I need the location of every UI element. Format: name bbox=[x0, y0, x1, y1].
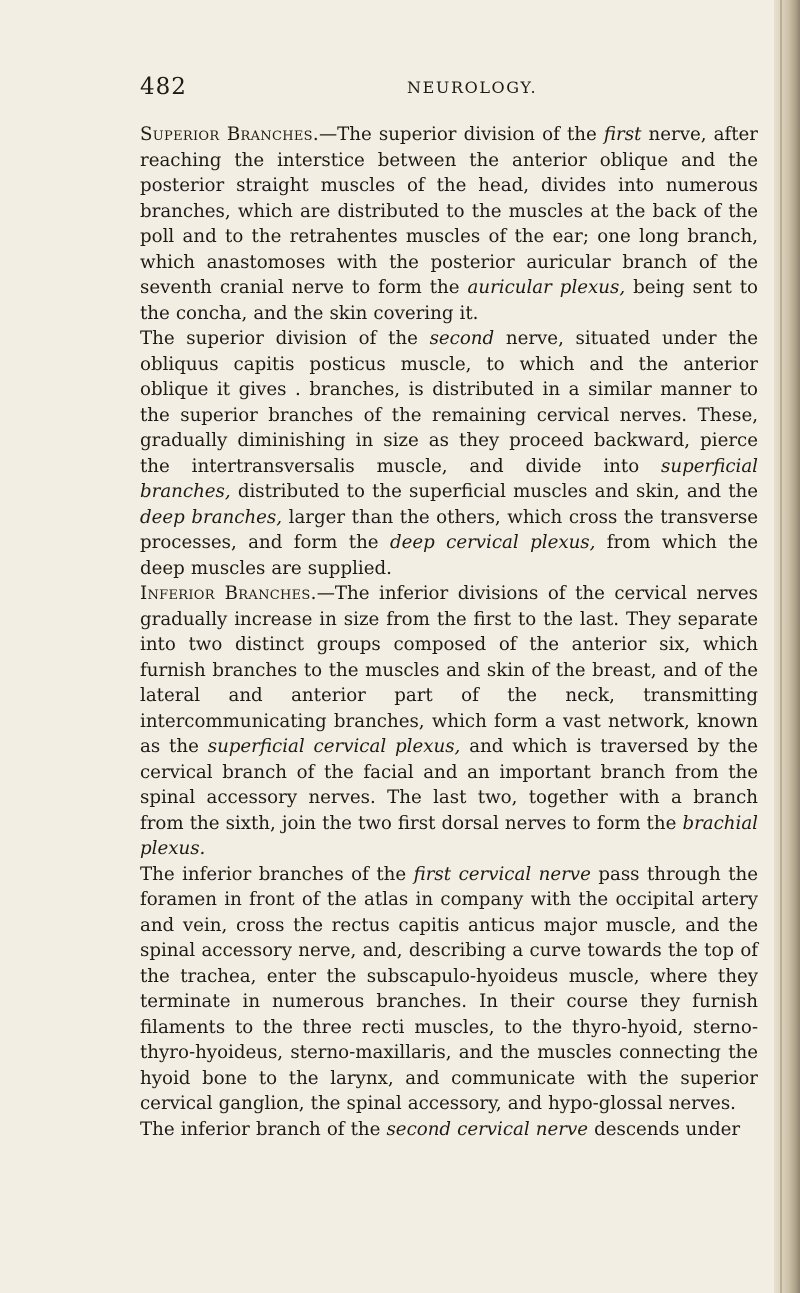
text-run: descends under bbox=[588, 1118, 741, 1140]
section-heading: Inferior Branches. bbox=[140, 583, 317, 604]
paragraph bbox=[140, 326, 758, 581]
italic-term: second bbox=[429, 328, 495, 349]
paragraph bbox=[140, 122, 758, 326]
text-run: distributed to the superficial muscles and skin, and the bbox=[230, 481, 758, 502]
text-run: The inferior branch of the bbox=[140, 1118, 387, 1140]
italic-term: auricular plexus, bbox=[467, 277, 626, 298]
text-run: being sent to the concha, and the skin covering it. bbox=[140, 277, 759, 324]
text-run: pass through the foramen in front of the atlas in company with the occipital artery and vein, cross the rectus capitis anticus major muscle, and the spinal accessory nerve, and, describing a curve towards the top of the trachea, enter the subscapulo-hyoideus muscle, where they terminate in numerous branches. In their course they furnish filaments to the three recti muscles, to the thyro-hyoid, sterno-thyro-hyoideus, sterno-maxillaris, and the muscles connecting the hyoid bone to the larynx, and communicate with the superior cervical ganglion, the spinal accessory, and hypo-glossal nerves. bbox=[140, 863, 759, 1114]
italic-term: first cervical nerve bbox=[413, 863, 591, 885]
text-run: —The inferior divisions of the cervical nerves gradually increase in size from the first to the last. They separate into two distinct groups composed of the anterior six, which furnish branches to the muscles and skin of the breast, and of the lateral and anterior part of the neck, transmitting intercommunicating branches, which form a vast network, known as the bbox=[140, 583, 758, 757]
italic-term: brachial plexus. bbox=[140, 812, 758, 859]
page-header bbox=[140, 74, 760, 108]
text-run: The inferior branches of the bbox=[140, 863, 414, 885]
page-edge bbox=[774, 0, 800, 1293]
text-run: The superior division of the bbox=[140, 328, 430, 349]
paragraph bbox=[140, 862, 758, 1117]
text-run: nerve, situated under the obliquus capitis posticus muscle, to which and the anterior oblique it gives . branches, is distributed in a similar manner to the superior branches of the remaining cervical nerves. These, gradually diminishing in size as they proceed backward, pierce the intertransversalis muscle, and divide into bbox=[140, 328, 758, 477]
italic-term: deep cervical plexus, bbox=[389, 532, 596, 553]
italic-term: second cervical nerve bbox=[386, 1118, 589, 1140]
italic-term: superficial cervical plexus, bbox=[207, 736, 461, 757]
text-run: from which the deep muscles are supplied. bbox=[140, 532, 758, 579]
paragraph bbox=[140, 1117, 758, 1143]
italic-term: deep branches, bbox=[140, 506, 283, 528]
section-heading: Superior Branches. bbox=[140, 124, 319, 145]
text-run: nerve, after reaching the interstice between the anterior oblique and the posterior straight muscles of the head, divides into numerous branches, which are distributed to the muscles at the back of the poll and to the retrahentes muscles of the ear; one long branch, which anastomoses with the posterior auricular branch of the seventh cranial nerve to form the bbox=[140, 124, 758, 298]
text-run: and which is traversed by the cervical branch of the facial and an important branch from the spinal accessory nerves. The last two, together with a branch from the sixth, join the two first dorsal nerves to form the bbox=[140, 736, 759, 834]
italic-term: superficial branches, bbox=[140, 455, 758, 502]
body-text bbox=[140, 122, 758, 1142]
text-run: larger than the others, which cross the transverse processes, and form the bbox=[140, 506, 758, 553]
page-number: 482 bbox=[140, 74, 187, 100]
text-run: —The superior division of the bbox=[318, 124, 604, 145]
italic-term: first bbox=[603, 124, 642, 145]
running-title: NEUROLOGY. bbox=[407, 78, 538, 97]
paragraph bbox=[140, 581, 758, 862]
